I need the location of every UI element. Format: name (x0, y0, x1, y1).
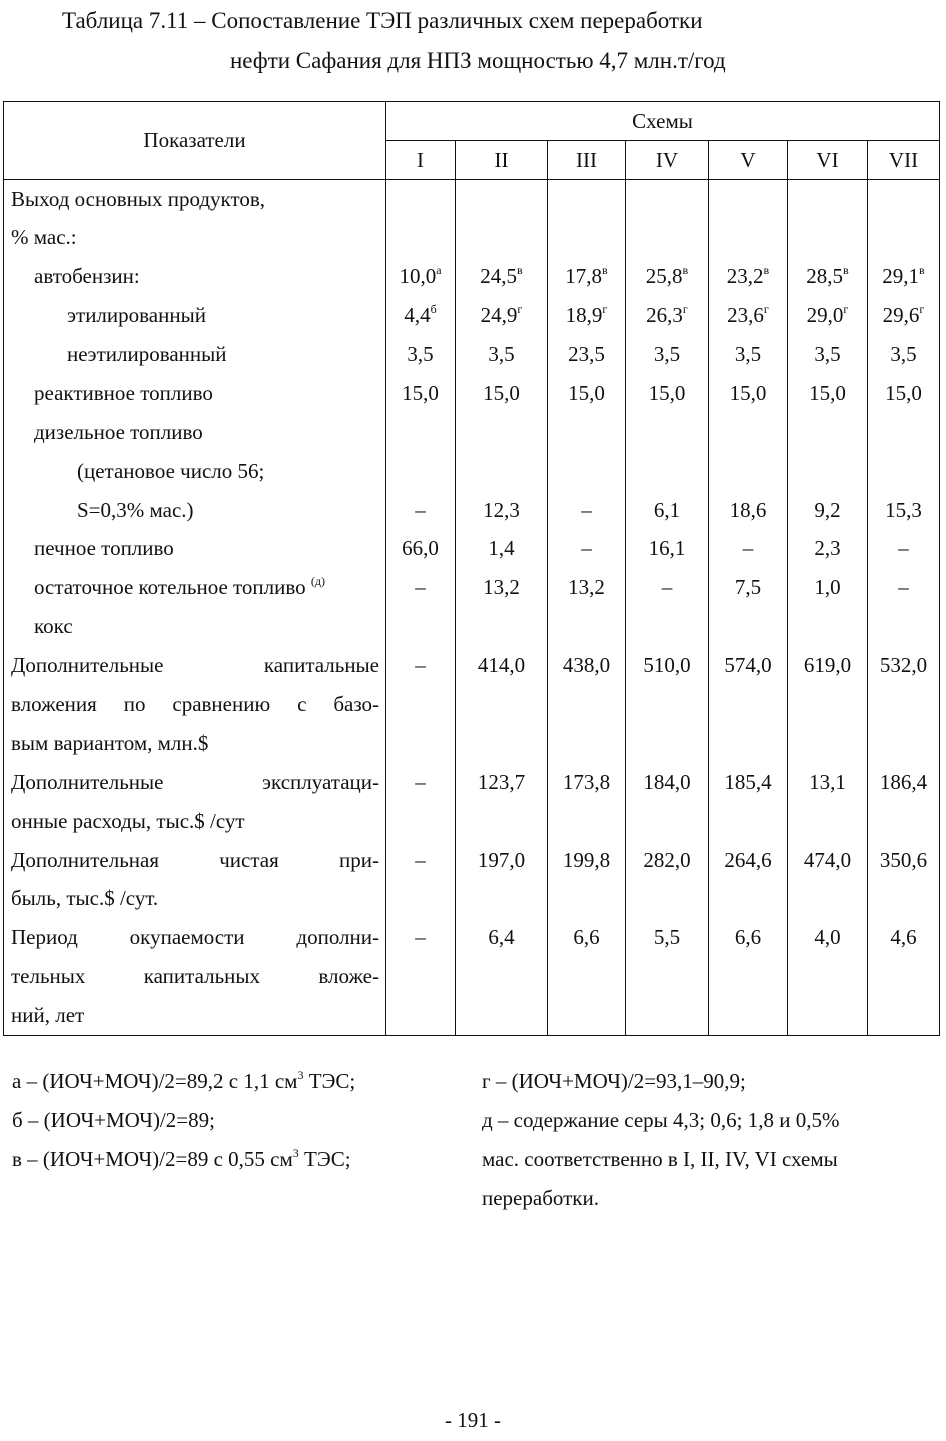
table-row (4, 607, 940, 646)
value-cell: 15,0 (626, 374, 709, 413)
scheme-col-header: III (548, 141, 626, 180)
table-title-line-1: Таблица 7.11 – Сопоставление ТЭП различных схем переработки (62, 8, 703, 33)
value-cell (709, 607, 788, 646)
value-cell: 532,0 (868, 646, 940, 685)
row-label: вложения по сравнению с базо- (4, 685, 386, 724)
row-label: ний, лет (4, 996, 386, 1035)
value-cell (788, 880, 868, 919)
table-row (4, 257, 940, 296)
table-row (4, 413, 940, 452)
table-row (4, 296, 940, 335)
row-label: онные расходы, тыс.$ /сут (4, 802, 386, 841)
value-cell (868, 724, 940, 763)
value-cell (548, 452, 626, 491)
value-cell: 350,6 (868, 841, 940, 880)
table-row (4, 918, 940, 957)
value-cell: 15,0 (548, 374, 626, 413)
row-label: Дополнительные эксплуатаци- (4, 763, 386, 802)
value-cell (788, 607, 868, 646)
value-cell (456, 996, 548, 1035)
value-cell: $28,5^в$ (788, 257, 868, 296)
value-cell (709, 413, 788, 452)
row-label: Выход основных продуктов, (4, 180, 386, 219)
value-cell: $4,4^б$ (386, 296, 456, 335)
value-cell: 199,8 (548, 841, 626, 880)
row-label: % мас.: (4, 218, 386, 257)
table-row (4, 374, 940, 413)
value-cell: 282,0 (626, 841, 709, 880)
value-cell: 1,4 (456, 530, 548, 569)
value-cell: 574,0 (709, 646, 788, 685)
footnote-g: г – (ИОЧ+МОЧ)/2=93,1–90,9; (482, 1069, 746, 1093)
value-cell: 3,5 (456, 335, 548, 374)
value-cell (456, 452, 548, 491)
table-row (4, 802, 940, 841)
table-body (4, 180, 940, 1036)
table-row (4, 841, 940, 880)
value-cell (386, 218, 456, 257)
value-cell (709, 724, 788, 763)
value-cell (709, 957, 788, 996)
value-cell: 13,1 (788, 763, 868, 802)
indicators-header: Показатели (4, 102, 386, 180)
value-cell: $24,5^в$ (456, 257, 548, 296)
value-cell (788, 996, 868, 1035)
value-cell: 4,0 (788, 918, 868, 957)
row-label: этилированный (4, 296, 386, 335)
value-cell (548, 218, 626, 257)
value-cell: – (868, 530, 940, 569)
page-number: - 191 - (445, 1408, 501, 1432)
value-cell (456, 218, 548, 257)
row-label: остаточное котельное топливо $^{(д)}$ (4, 568, 386, 607)
value-cell: 16,1 (626, 530, 709, 569)
value-cell: 6,6 (709, 918, 788, 957)
value-cell: 619,0 (788, 646, 868, 685)
value-cell (788, 452, 868, 491)
value-cell: 66,0 (386, 530, 456, 569)
value-cell: 7,5 (709, 568, 788, 607)
value-cell (626, 996, 709, 1035)
value-cell: 438,0 (548, 646, 626, 685)
value-cell (548, 880, 626, 919)
table-row (4, 218, 940, 257)
value-cell (386, 607, 456, 646)
value-cell (709, 452, 788, 491)
value-cell: 6,6 (548, 918, 626, 957)
value-cell (868, 685, 940, 724)
value-cell (548, 724, 626, 763)
footnotes-right (482, 1062, 932, 1218)
value-cell (868, 218, 940, 257)
value-cell: $29,0^г$ (788, 296, 868, 335)
value-cell: $26,3^г$ (626, 296, 709, 335)
table-row (4, 530, 940, 569)
value-cell: – (386, 841, 456, 880)
scheme-col-header: VII (868, 141, 940, 180)
value-cell (548, 685, 626, 724)
row-label: Дополнительная чистая при- (4, 841, 386, 880)
value-cell: 414,0 (456, 646, 548, 685)
value-cell (548, 957, 626, 996)
footnote-d-line-3: переработки. (482, 1186, 599, 1210)
value-cell (788, 957, 868, 996)
value-cell: – (868, 568, 940, 607)
value-cell (709, 685, 788, 724)
value-cell (709, 996, 788, 1035)
value-cell (709, 180, 788, 219)
value-cell: $18,9^г$ (548, 296, 626, 335)
value-cell (386, 880, 456, 919)
value-cell: 5,5 (626, 918, 709, 957)
row-label: Период окупаемости дополни- (4, 918, 386, 957)
table-row (4, 957, 940, 996)
value-cell: 1,0 (788, 568, 868, 607)
value-cell (709, 218, 788, 257)
scheme-col-header: IV (626, 141, 709, 180)
value-cell: 264,6 (709, 841, 788, 880)
value-cell (626, 607, 709, 646)
value-cell: $23,6^г$ (709, 296, 788, 335)
value-cell: 184,0 (626, 763, 709, 802)
value-cell (456, 180, 548, 219)
value-cell (456, 607, 548, 646)
value-cell (868, 957, 940, 996)
value-cell: 23,5 (548, 335, 626, 374)
value-cell: – (386, 918, 456, 957)
value-cell (456, 802, 548, 841)
footnote-d-line-2: мас. соответственно в I, II, IV, VI схемы (482, 1147, 838, 1171)
value-cell (456, 957, 548, 996)
value-cell (868, 996, 940, 1035)
value-cell: 123,7 (456, 763, 548, 802)
value-cell (626, 880, 709, 919)
footnote-b: б – (ИОЧ+МОЧ)/2=89; (12, 1108, 215, 1132)
value-cell (626, 180, 709, 219)
value-cell (386, 180, 456, 219)
value-cell (868, 802, 940, 841)
value-cell: 6,1 (626, 491, 709, 530)
value-cell: 18,6 (709, 491, 788, 530)
value-cell (386, 724, 456, 763)
value-cell: 15,0 (456, 374, 548, 413)
value-cell: 3,5 (386, 335, 456, 374)
row-label: вым вариантом, млн.$ (4, 724, 386, 763)
value-cell: – (548, 491, 626, 530)
value-cell: 474,0 (788, 841, 868, 880)
value-cell: – (386, 646, 456, 685)
value-cell: 12,3 (456, 491, 548, 530)
value-cell: $24,9^г$ (456, 296, 548, 335)
scheme-col-header: VI (788, 141, 868, 180)
value-cell: 15,0 (868, 374, 940, 413)
value-cell: 9,2 (788, 491, 868, 530)
table-row (4, 724, 940, 763)
value-cell: 186,4 (868, 763, 940, 802)
row-label: быль, тыс.$ /сут. (4, 880, 386, 919)
scheme-col-header: II (456, 141, 548, 180)
value-cell: 185,4 (709, 763, 788, 802)
row-label: дизельное топливо (4, 413, 386, 452)
value-cell: 3,5 (626, 335, 709, 374)
table-row (4, 996, 940, 1035)
value-cell (626, 685, 709, 724)
table-row (4, 880, 940, 919)
value-cell (788, 724, 868, 763)
row-label: (цетановое число 56; (4, 452, 386, 491)
row-label: автобензин: (4, 257, 386, 296)
value-cell (548, 413, 626, 452)
value-cell (386, 996, 456, 1035)
value-cell: – (709, 530, 788, 569)
tep-comparison-table (3, 101, 940, 1036)
value-cell (626, 957, 709, 996)
table-row (4, 180, 940, 219)
value-cell (868, 607, 940, 646)
value-cell: 13,2 (548, 568, 626, 607)
value-cell (548, 607, 626, 646)
value-cell: 173,8 (548, 763, 626, 802)
value-cell: 510,0 (626, 646, 709, 685)
value-cell: 3,5 (788, 335, 868, 374)
row-label: S=0,3% мас.) (4, 491, 386, 530)
value-cell (788, 218, 868, 257)
value-cell (386, 957, 456, 996)
value-cell (386, 452, 456, 491)
value-cell: – (626, 568, 709, 607)
value-cell: $29,1^в$ (868, 257, 940, 296)
value-cell (626, 413, 709, 452)
value-cell (788, 413, 868, 452)
footnotes-left (12, 1062, 472, 1179)
value-cell: – (386, 568, 456, 607)
value-cell: 6,4 (456, 918, 548, 957)
value-cell: 2,3 (788, 530, 868, 569)
value-cell (626, 724, 709, 763)
footnote-a: а – (ИОЧ+МОЧ)/2=89,2 с 1,1 $см^3$ ТЭС; (12, 1068, 356, 1093)
row-label: кокс (4, 607, 386, 646)
value-cell: – (548, 530, 626, 569)
footnote-d-line-1: д – содержание серы 4,3; 0,6; 1,8 и 0,5% (482, 1108, 840, 1132)
scheme-col-header: I (386, 141, 456, 180)
table-row (4, 646, 940, 685)
value-cell (456, 413, 548, 452)
row-label: реактивное топливо (4, 374, 386, 413)
value-cell: $23,2^в$ (709, 257, 788, 296)
value-cell: 3,5 (868, 335, 940, 374)
value-cell: 3,5 (709, 335, 788, 374)
value-cell (456, 724, 548, 763)
value-cell (548, 180, 626, 219)
value-cell (386, 685, 456, 724)
value-cell: 4,6 (868, 918, 940, 957)
value-cell: $17,8^в$ (548, 257, 626, 296)
value-cell (868, 180, 940, 219)
row-label: неэтилированный (4, 335, 386, 374)
value-cell (456, 880, 548, 919)
value-cell: – (386, 763, 456, 802)
value-cell: $10,0^а$ (386, 257, 456, 296)
value-cell: $29,6^г$ (868, 296, 940, 335)
table-row (4, 491, 940, 530)
value-cell (868, 413, 940, 452)
schemes-header: Схемы (386, 102, 940, 141)
table-row (4, 568, 940, 607)
value-cell: 15,0 (709, 374, 788, 413)
value-cell (788, 802, 868, 841)
value-cell (709, 802, 788, 841)
table-title-line-2: нефти Сафания для НПЗ мощностью 4,7 млн.т/год (230, 48, 726, 73)
value-cell: 15,0 (788, 374, 868, 413)
value-cell (868, 452, 940, 491)
row-label: тельных капитальных вложе- (4, 957, 386, 996)
value-cell: 197,0 (456, 841, 548, 880)
value-cell (456, 685, 548, 724)
row-label: Дополнительные капитальные (4, 646, 386, 685)
table-row (4, 452, 940, 491)
value-cell: 15,3 (868, 491, 940, 530)
value-cell (626, 452, 709, 491)
value-cell: 15,0 (386, 374, 456, 413)
footnote-v: в – (ИОЧ+МОЧ)/2=89 с 0,55 $см^3$ ТЭС; (12, 1146, 351, 1171)
scheme-col-header: V (709, 141, 788, 180)
value-cell (788, 685, 868, 724)
row-label: печное топливо (4, 530, 386, 569)
value-cell (626, 218, 709, 257)
value-cell: – (386, 491, 456, 530)
value-cell (548, 802, 626, 841)
table-row (4, 763, 940, 802)
value-cell (386, 413, 456, 452)
value-cell (626, 802, 709, 841)
value-cell (386, 802, 456, 841)
table-row (4, 685, 940, 724)
value-cell: 13,2 (456, 568, 548, 607)
value-cell (548, 996, 626, 1035)
table-row (4, 335, 940, 374)
value-cell (868, 880, 940, 919)
value-cell (709, 880, 788, 919)
value-cell (788, 180, 868, 219)
value-cell: $25,8^в$ (626, 257, 709, 296)
